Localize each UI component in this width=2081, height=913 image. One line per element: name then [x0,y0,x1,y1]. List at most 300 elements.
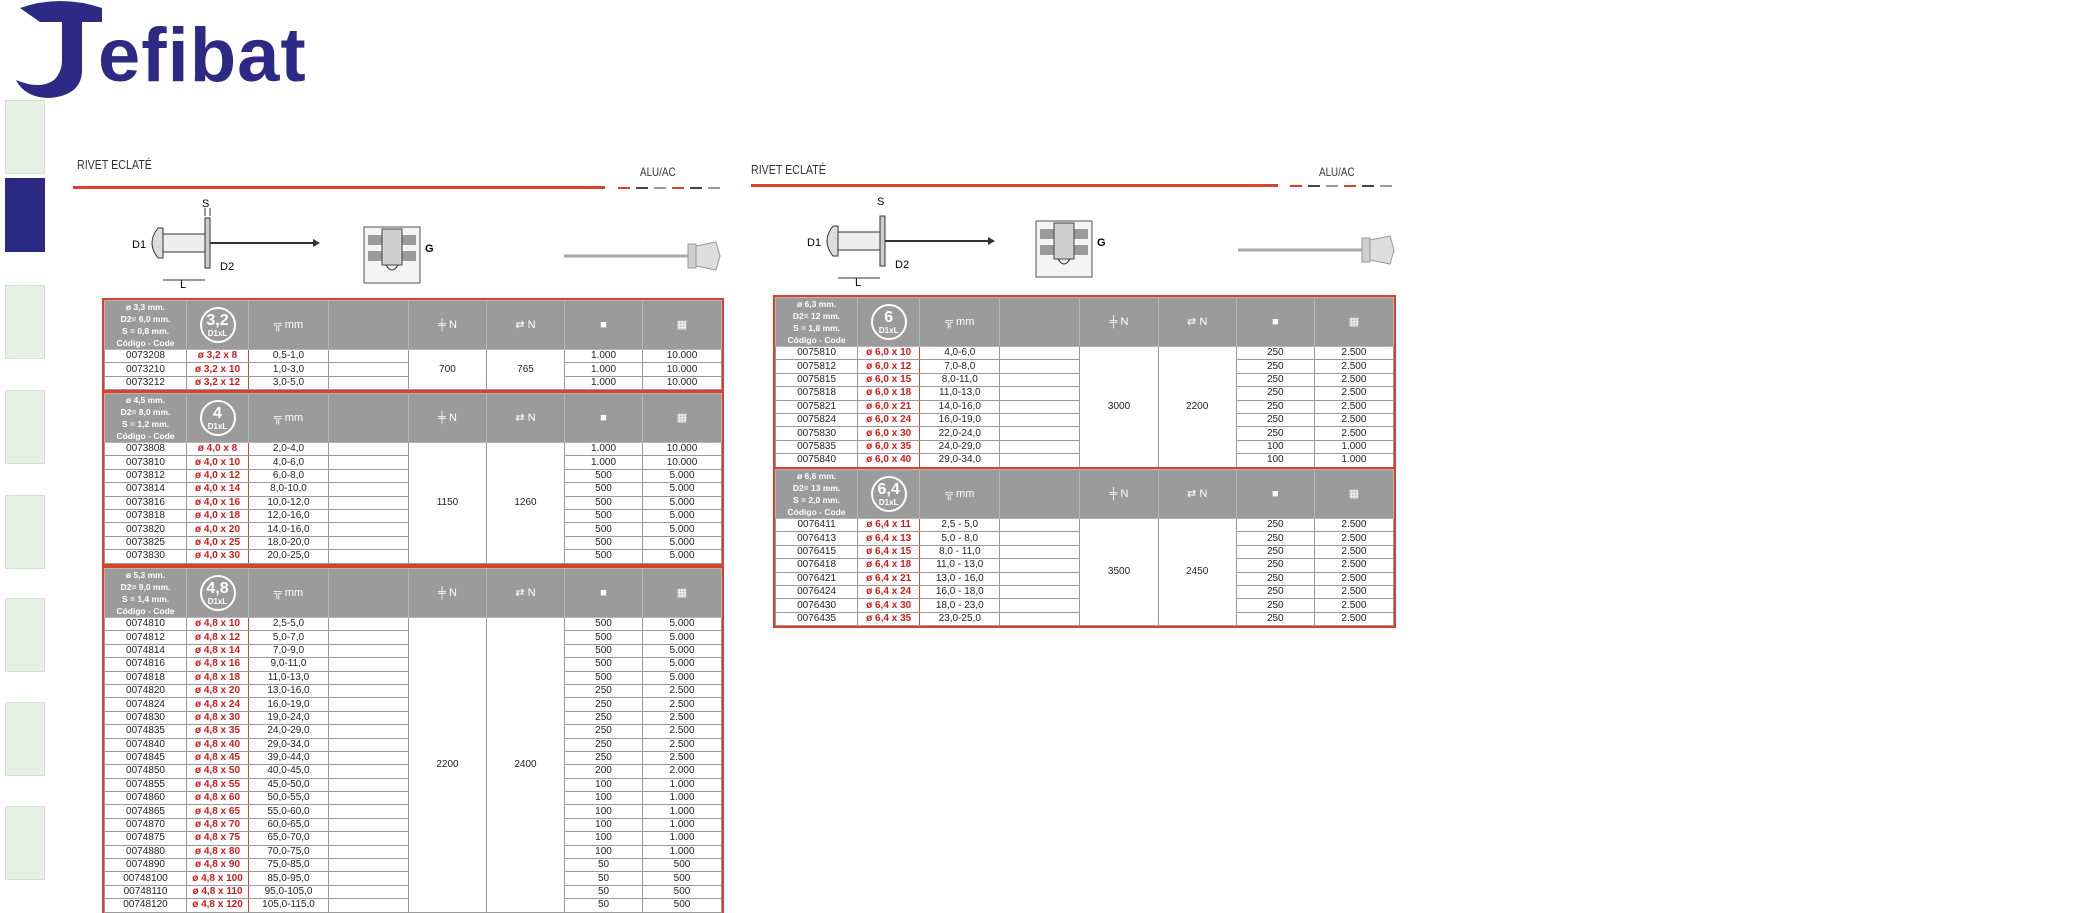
grip-range: 85,0-95,0 [249,872,329,885]
carton-qty: 10.000 [643,376,722,389]
product-code: 0073830 [105,550,187,563]
product-code: 0073820 [105,523,187,536]
blank-cell [329,765,409,778]
product-code: 0074840 [105,738,187,751]
tensile-icon: ⇄ [1187,487,1200,500]
carton-qty: 10.000 [643,456,722,469]
spec-line: D2= 13 mm. [792,483,841,493]
product-code: 00748110 [105,885,187,898]
grip-range: 3,0-5,0 [249,376,329,389]
rivet-size: ø 6,4 x 15 [858,545,920,558]
box-qty: 250 [1236,532,1314,545]
shear-icon: ╪ [1109,315,1121,328]
product-code: 0075815 [776,373,858,386]
defibat-logo [10,0,330,100]
product-code: 0073825 [105,536,187,549]
unit-label: N [527,318,536,331]
product-code: 0074824 [105,698,187,711]
side-tab[interactable] [5,285,45,359]
tensile-cell [1158,470,1236,519]
rivet-size: ø 4,8 x 30 [187,711,249,724]
spec-line: ø 5,3 mm. [125,570,166,580]
grip-range: 16,0-19,0 [920,413,1000,426]
grip-range: 45,0-50,0 [249,778,329,791]
carton-qty: 500 [643,885,722,898]
table-row [776,519,1394,532]
shear-cell [409,569,487,618]
rivet-size: ø 4,8 x 12 [187,631,249,644]
diameter-badge [200,307,236,343]
carton-qty: 2.500 [1314,387,1393,400]
box-qty: 250 [1236,585,1314,598]
blank-cell [1000,413,1080,426]
grip-range: 16,0-19,0 [249,698,329,711]
box-qty: 250 [565,725,643,738]
product-code: 0075840 [776,454,858,467]
box-qty: 50 [565,872,643,885]
carton-qty: 5.000 [643,658,722,671]
carton-qty: 2.500 [1314,400,1393,413]
box-qty: 250 [1236,373,1314,386]
rivet-size: ø 4,8 x 80 [187,845,249,858]
box-qty: 250 [565,711,643,724]
shear-cell [409,301,487,350]
carton-qty: 5.000 [643,523,722,536]
spec-cell [105,569,187,618]
spec-cell [776,470,858,519]
side-tab[interactable] [5,702,45,776]
carton-qty: 2.500 [1314,612,1393,625]
box-qty: 500 [565,536,643,549]
carton-icon: ▦ [1348,315,1360,328]
rivet-size: ø 4,0 x 16 [187,496,249,509]
carton-qty: 1.000 [643,792,722,805]
box-icon: ■ [600,586,607,599]
product-code: 0076415 [776,545,858,558]
carton-qty: 1.000 [643,805,722,818]
rivet-size: ø 6,0 x 12 [858,360,920,373]
color-swatch [1344,185,1356,187]
table-row [776,347,1394,360]
rivet-dimension-diagram [803,196,1003,288]
table-header-row [105,301,722,350]
product-code: 0074875 [105,832,187,845]
box-qty: 500 [565,550,643,563]
box-qty: 100 [565,818,643,831]
grip-range: 5,0-7,0 [249,631,329,644]
product-code: 0076421 [776,572,858,585]
tensile-cell [487,301,565,350]
product-code: 0074812 [105,631,187,644]
carton-qty: 2.500 [1314,360,1393,373]
product-code: 0074818 [105,671,187,684]
grip-range: 2,0-4,0 [249,443,329,456]
product-code: 0075835 [776,440,858,453]
blank-cell [1000,532,1080,545]
rivet-size: ø 6,0 x 15 [858,373,920,386]
box-qty: 250 [1236,612,1314,625]
grip-range: 18,0-20,0 [249,536,329,549]
box-icon: ■ [600,318,607,331]
box-qty: 250 [565,738,643,751]
grip-diagram [1034,219,1110,281]
carton-qty: 5.000 [643,671,722,684]
rivet-size: ø 4,8 x 24 [187,698,249,711]
shear-value: 3000 [1080,347,1158,468]
blank-cell [329,684,409,697]
box-qty: 100 [565,778,643,791]
carton-qty: 5.000 [643,509,722,522]
grip-range-icon: ╦ [945,315,957,328]
carton-qty: 2.500 [1314,545,1393,558]
carton-qty: 2.500 [1314,347,1393,360]
carton-qty: 2.500 [643,684,722,697]
rivet-size: ø 4,8 x 75 [187,832,249,845]
grip-range: 65,0-70,0 [249,832,329,845]
carton-qty: 5.000 [643,496,722,509]
product-code: 0074820 [105,684,187,697]
box-qty: 250 [565,751,643,764]
product-code: 00748120 [105,899,187,912]
grip-range: 14,0-16,0 [920,400,1000,413]
grip-diagram [362,225,438,287]
box-cell [1236,298,1314,347]
blank-cell [329,778,409,791]
alloy-label: ALU/AC [640,165,676,179]
grip-range: 40,0-45,0 [249,765,329,778]
rivet-size: ø 6,0 x 30 [858,427,920,440]
box-qty: 500 [565,618,643,631]
product-code: 0074810 [105,618,187,631]
grip-range: 14,0-16,0 [249,523,329,536]
tensile-cell [1158,298,1236,347]
grip-range: 7,0-9,0 [249,644,329,657]
badge-value: 6 [884,309,894,326]
shear-cell [1080,470,1158,519]
blank-cell [1000,545,1080,558]
blank-cell [1000,347,1080,360]
rivet-photo [1234,230,1399,270]
blank-header-cell [329,394,409,443]
blank-header-cell [329,569,409,618]
rivet-size: ø 4,8 x 20 [187,684,249,697]
grip-range: 19,0-24,0 [249,711,329,724]
rivet-size: ø 6,0 x 21 [858,400,920,413]
box-qty: 250 [1236,545,1314,558]
product-code: 0074850 [105,765,187,778]
side-tab[interactable] [5,598,45,672]
product-code: 0076411 [776,519,858,532]
shear-icon: ╪ [438,586,449,599]
carton-qty: 2.500 [1314,519,1393,532]
blank-cell [329,509,409,522]
unit-label: N [1120,487,1129,500]
rivet-size: ø 4,8 x 16 [187,658,249,671]
shear-icon: ╪ [1109,487,1121,500]
grip-range: 20,0-25,0 [249,550,329,563]
spec-line: D2= 6,0 mm. [120,314,171,324]
box-cell [565,301,643,350]
carton-qty: 1.000 [1314,454,1393,467]
tensile-icon: ⇄ [1187,315,1200,328]
product-code: 0076418 [776,559,858,572]
diameter-badge-cell [858,298,920,347]
product-code: 0074860 [105,792,187,805]
grip-range: 60,0-65,0 [249,818,329,831]
spec-line: D2= 8,0 mm. [120,407,171,417]
grip-range: 13,0-16,0 [249,684,329,697]
carton-qty: 2.500 [1314,559,1393,572]
box-qty: 50 [565,899,643,912]
grip-range: 4,0-6,0 [920,347,1000,360]
blank-cell [329,376,409,389]
blank-cell [329,872,409,885]
side-tab[interactable] [5,495,45,569]
diameter-badge-cell [187,569,249,618]
table-header-row [105,569,722,618]
blank-cell [329,859,409,872]
grip-range: 50,0-55,0 [249,792,329,805]
grip-range: 22,0-24,0 [920,427,1000,440]
section-rule [73,186,605,189]
product-code: 0074835 [105,725,187,738]
box-qty: 250 [1236,599,1314,612]
carton-qty: 1.000 [643,832,722,845]
product-code: 0076435 [776,612,858,625]
box-qty: 100 [565,832,643,845]
product-code: 0075830 [776,427,858,440]
shear-value: 1150 [409,443,487,564]
carton-qty: 500 [643,859,722,872]
grip-range: 11,0-13,0 [249,671,329,684]
carton-qty: 5.000 [643,618,722,631]
grip-range-icon: ╦ [273,411,285,424]
badge-sub: D1xL [207,422,228,431]
box-qty: 500 [565,523,643,536]
rivet-size: ø 4,8 x 65 [187,805,249,818]
box-qty: 250 [1236,360,1314,373]
carton-cell [643,301,722,350]
spec-line: S = 0,8 mm. [121,326,169,336]
badge-value: 4,8 [206,580,229,597]
box-qty: 250 [1236,400,1314,413]
product-code: 0076430 [776,599,858,612]
unit-label: N [448,318,457,331]
grip-range-icon: ╦ [273,586,285,599]
carton-qty: 5.000 [643,644,722,657]
rivet-size: ø 6,0 x 40 [858,454,920,467]
side-tab[interactable] [5,100,45,174]
shear-cell [409,394,487,443]
box-qty: 500 [565,658,643,671]
blank-cell [1000,519,1080,532]
blank-cell [329,711,409,724]
grip-range: 12,0-16,0 [249,509,329,522]
rivet-size: ø 6,4 x 30 [858,599,920,612]
product-code: 0074845 [105,751,187,764]
blank-cell [329,698,409,711]
grip-range: 16,0 - 18,0 [920,585,1000,598]
box-qty: 1.000 [565,443,643,456]
box-cell [565,569,643,618]
grip-range: 24,0-29,0 [920,440,1000,453]
rivet-size: ø 4,0 x 12 [187,469,249,482]
grip-range: 105,0-115,0 [249,899,329,912]
rivet-table [104,568,722,913]
grip-range: 8,0-11,0 [920,373,1000,386]
blank-cell [1000,572,1080,585]
rivet-size: ø 4,8 x 120 [187,899,249,912]
rivet-table [775,297,1394,468]
grip-range: 10,0-12,0 [249,496,329,509]
carton-qty: 5.000 [643,483,722,496]
box-qty: 500 [565,509,643,522]
box-qty: 1.000 [565,363,643,376]
spec-cell [776,298,858,347]
blank-cell [329,671,409,684]
box-qty: 500 [565,496,643,509]
blank-cell [329,456,409,469]
rivet-dimension-diagram [128,198,328,290]
table-header-row [776,298,1394,347]
grip-range-cell [920,470,1000,519]
label-g: G [1097,237,1106,249]
product-code: 0073816 [105,496,187,509]
blank-cell [1000,612,1080,625]
grip-range: 1,0-3,0 [249,363,329,376]
shear-cell [1080,298,1158,347]
grip-range: 11,0 - 13,0 [920,559,1000,572]
rivet-size: ø 6,0 x 10 [858,347,920,360]
box-qty: 500 [565,631,643,644]
carton-qty: 1.000 [643,845,722,858]
box-qty: 250 [1236,387,1314,400]
rivet-size: ø 4,0 x 10 [187,456,249,469]
unit-label: mm [284,318,304,331]
rivet-size: ø 6,4 x 13 [858,532,920,545]
unit-label: mm [956,487,975,500]
product-code: 0074830 [105,711,187,724]
product-code: 0073814 [105,483,187,496]
diameter-badge [200,575,236,611]
carton-qty: 10.000 [643,363,722,376]
box-qty: 1.000 [565,456,643,469]
color-swatch [636,187,648,189]
product-code: 0074855 [105,778,187,791]
carton-qty: 5.000 [643,550,722,563]
badge-sub: D1xL [878,498,899,507]
blank-cell [1000,454,1080,467]
blank-cell [329,483,409,496]
grip-range: 2,5-5,0 [249,618,329,631]
blank-cell [329,725,409,738]
product-code: 0073208 [105,350,187,363]
rivet-size: ø 4,0 x 8 [187,443,249,456]
rivet-table [104,300,722,390]
side-tab[interactable] [5,806,45,880]
spec-line: ø 3,3 mm. [125,302,166,312]
diameter-badge-cell [858,470,920,519]
blank-cell [329,845,409,858]
product-code: 0076424 [776,585,858,598]
color-swatch [690,187,702,189]
grip-range: 0,5-1,0 [249,350,329,363]
box-qty: 100 [565,805,643,818]
tensile-value: 765 [487,350,565,390]
product-code: 0074870 [105,818,187,831]
product-code: 0073812 [105,469,187,482]
tensile-icon: ⇄ [515,318,528,331]
rivet-size: ø 4,0 x 14 [187,483,249,496]
rivet-size: ø 4,8 x 10 [187,618,249,631]
blank-cell [1000,599,1080,612]
carton-qty: 1.000 [1314,440,1393,453]
unit-label: mm [956,315,975,328]
grip-range: 70,0-75,0 [249,845,329,858]
shear-icon: ╪ [438,411,449,424]
grip-range: 29,0-34,0 [249,738,329,751]
rivet-size: ø 4,8 x 55 [187,778,249,791]
code-label: Código - Code [787,507,846,517]
side-tab[interactable] [5,390,45,464]
carton-cell [643,394,722,443]
unit-label: N [1199,487,1208,500]
tensile-value: 1260 [487,443,565,564]
rivet-size: ø 4,8 x 40 [187,738,249,751]
blank-header-cell [1000,298,1080,347]
box-qty: 500 [565,671,643,684]
grip-range: 39,0-44,0 [249,751,329,764]
rivet-size: ø 4,0 x 30 [187,550,249,563]
carton-qty: 5.000 [643,469,722,482]
side-tab-active[interactable] [5,178,45,252]
carton-qty: 2.500 [1314,413,1393,426]
badge-sub: D1xL [207,597,228,606]
product-code: 0075821 [776,400,858,413]
blank-cell [329,832,409,845]
rivet-size: ø 6,4 x 18 [858,559,920,572]
unit-label: N [448,586,457,599]
table-row [105,443,722,456]
rivet-size: ø 4,8 x 50 [187,765,249,778]
rivet-size: ø 3,2 x 12 [187,376,249,389]
grip-range: 13,0 - 16,0 [920,572,1000,585]
carton-qty: 2.500 [643,725,722,738]
grip-range-cell [249,569,329,618]
carton-cell [1314,298,1393,347]
spec-cell [105,394,187,443]
blank-cell [329,496,409,509]
label-g: G [425,243,434,255]
grip-range: 4,0-6,0 [249,456,329,469]
label-d1: D1 [132,239,147,251]
carton-qty: 1.000 [643,818,722,831]
product-code: 0074814 [105,644,187,657]
blank-cell [329,631,409,644]
blank-cell [1000,373,1080,386]
shear-value: 2200 [409,618,487,913]
unit-label: N [1120,315,1129,328]
badge-value: 6,4 [877,481,900,498]
blank-cell [1000,400,1080,413]
label-d2: D2 [895,259,910,271]
box-qty: 500 [565,644,643,657]
product-code: 0073210 [105,363,187,376]
grip-range: 18,0 - 23,0 [920,599,1000,612]
code-label: Código - Code [116,338,175,348]
carton-qty: 2.500 [643,711,722,724]
rivet-table [104,393,722,564]
